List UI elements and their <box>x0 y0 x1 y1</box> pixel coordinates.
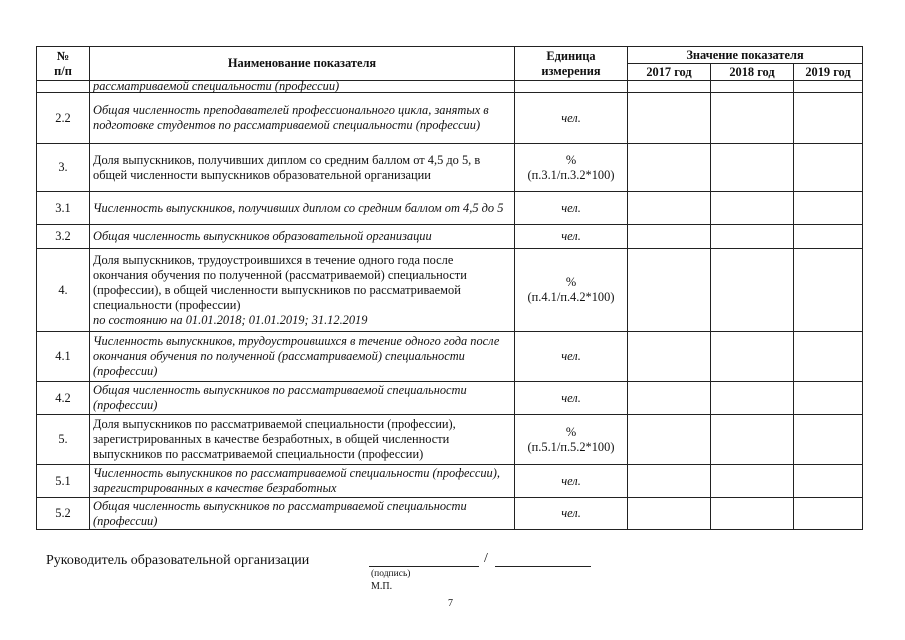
row-num: 4.1 <box>37 332 90 382</box>
row-num: 5. <box>37 415 90 465</box>
col-unit-header: Единица измерения <box>515 47 628 81</box>
col-name-header: Наименование показателя <box>90 47 515 81</box>
row-unit: % (п.5.1/п.5.2*100) <box>515 415 628 465</box>
row-num <box>37 81 90 93</box>
row-unit: чел. <box>515 192 628 225</box>
signature-hint: (подпись) <box>371 569 411 579</box>
row-name: Доля выпускников по рассматриваемой специальности (профессии), зарегистрированных в качестве безработных, в общей численности выпускников по рассматриваемой специальности (профессии) <box>90 415 515 465</box>
table-row <box>37 81 863 93</box>
row-name-cell <box>90 249 515 332</box>
name-line <box>495 566 591 567</box>
row-name: рассматриваемой специальности (профессии) <box>90 81 515 93</box>
year-header: 2018 год <box>711 64 794 81</box>
table-row <box>37 192 863 225</box>
row-unit: чел. <box>515 332 628 382</box>
row-num: 5.1 <box>37 465 90 498</box>
row-unit: чел. <box>515 498 628 530</box>
table-row <box>37 144 863 192</box>
row-unit <box>515 81 628 93</box>
table-row <box>37 465 863 498</box>
row-num: 5.2 <box>37 498 90 530</box>
row-name: Общая численность выпускников образовательной организации <box>90 225 515 249</box>
row-name: Общая численность выпускников по рассматриваемой специальности (профессии) <box>90 498 515 530</box>
row-name-extra: по состоянию на 01.01.2018; 01.01.2019; 31.12.2019 <box>93 312 368 327</box>
row-unit: чел. <box>515 225 628 249</box>
stamp-placeholder: М.П. <box>371 581 393 592</box>
row-name: Доля выпускников, трудоустроившихся в течение одного года после окончания обучения по полученной (рассматриваемой) специальности (профессии), в общей численности выпускников по рассматриваемой специальности (профессии) <box>93 252 467 312</box>
indicators-table <box>36 46 863 530</box>
head-of-organization-label: Руководитель образовательной организации <box>46 553 310 568</box>
row-unit: чел. <box>515 465 628 498</box>
row-name: Доля выпускников, получивших диплом со средним баллом от 4,5 до 5, в общей численности выпускников образовательной организации <box>90 144 515 192</box>
row-num: 3.2 <box>37 225 90 249</box>
row-unit: чел. <box>515 93 628 144</box>
row-name: Численность выпускников, получивших диплом со средним баллом от 4,5 до 5 <box>90 192 515 225</box>
table-row <box>37 332 863 382</box>
col-num-header: № п/п <box>37 47 90 81</box>
row-num: 2.2 <box>37 93 90 144</box>
row-name: Численность выпускников по рассматриваемой специальности (профессии), зарегистрированных в качестве безработных <box>90 465 515 498</box>
row-num: 3.1 <box>37 192 90 225</box>
page-number: 7 <box>448 598 453 609</box>
row-unit: % (п.3.1/п.3.2*100) <box>515 144 628 192</box>
row-num: 4.2 <box>37 382 90 415</box>
row-unit: чел. <box>515 382 628 415</box>
table-row <box>37 249 863 332</box>
row-num: 4. <box>37 249 90 332</box>
table-row <box>37 382 863 415</box>
row-unit: % (п.4.1/п.4.2*100) <box>515 249 628 332</box>
year-header: 2017 год <box>628 64 711 81</box>
row-name: Численность выпускников, трудоустроившихся в течение одного года после окончания обучения по полученной (рассматриваемой) специальности (профессии) <box>90 332 515 382</box>
table-row <box>37 498 863 530</box>
row-num: 3. <box>37 144 90 192</box>
table-row <box>37 225 863 249</box>
row-name: Общая численность преподавателей профессионального цикла, занятых в подготовке студентов по рассматриваемой специальности (профессии) <box>90 93 515 144</box>
row-name: Общая численность выпускников по рассматриваемой специальности (профессии) <box>90 382 515 415</box>
table-row <box>37 93 863 144</box>
signature-line <box>369 566 479 567</box>
table-row <box>37 415 863 465</box>
signature-separator: / <box>484 551 488 566</box>
year-header: 2019 год <box>794 64 863 81</box>
col-value-header: Значение показателя <box>628 47 863 64</box>
